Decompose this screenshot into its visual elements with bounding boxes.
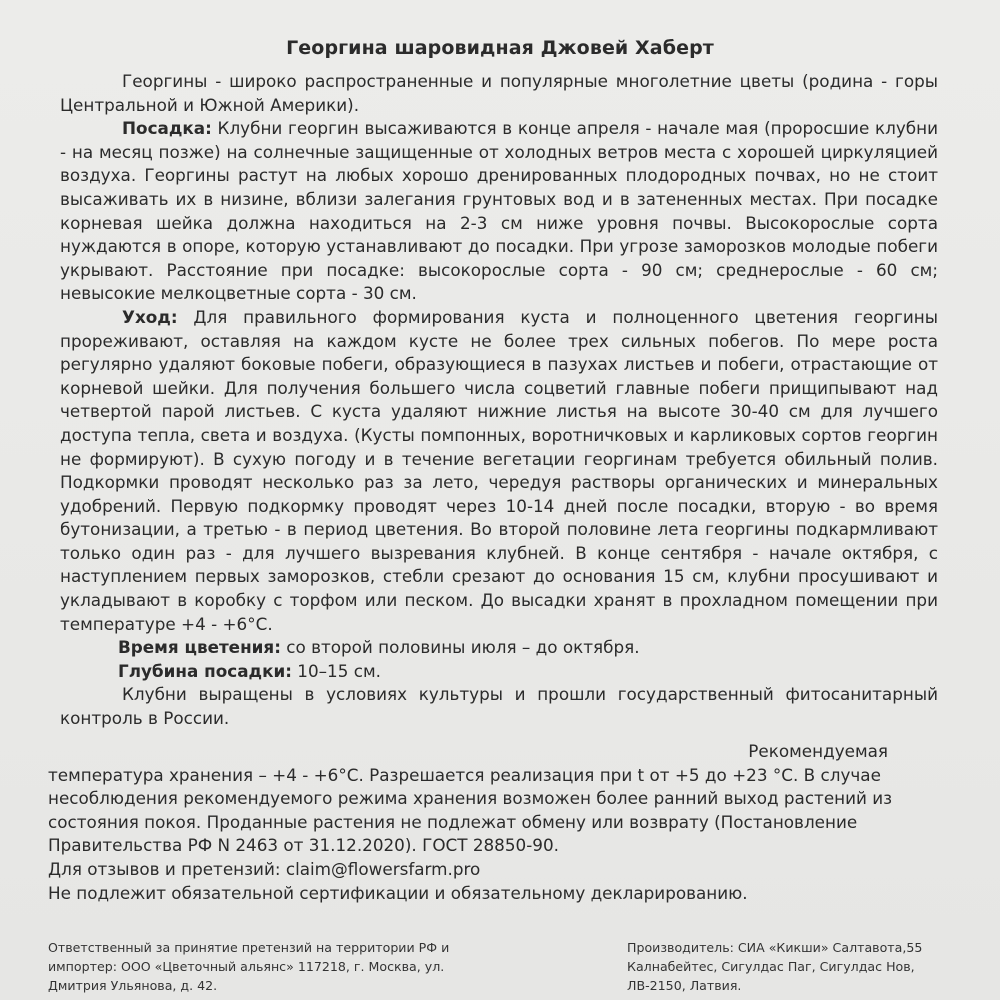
care-label: Уход: — [122, 306, 178, 327]
bloom-paragraph — [60, 636, 938, 660]
claims-line: Для отзывов и претензий: claim@flowersfarm.pro — [48, 858, 481, 879]
importer-info: Ответственный за принятие претензий на территории РФ и импортер: ООО «Цветочный альянс» 117218, г. Москва, ул. Дмитрия Ульянова, д. 42. — [48, 940, 450, 993]
bloom-label: Время цветения: — [118, 637, 281, 658]
certification-line: Не подлежит обязательной сертификации и обязательному декларированию. — [48, 882, 748, 903]
care-paragraph — [60, 306, 938, 636]
cultivation-paragraph: Клубни выращены в условиях культуры и прошли государственный фитосанитарный контроль в России. — [60, 684, 938, 729]
bloom-text: со второй половины июля – до октября. — [280, 637, 640, 658]
depth-text: 10–15 см. — [291, 660, 381, 681]
planting-paragraph — [60, 117, 938, 306]
manufacturer-info: Производитель: СИА «Кикши» Салтавота,55 Калнабейтес, Сигулдас Паг, Сигулдас Нов, ЛВ-2150, Латвия. — [627, 940, 923, 993]
main-text — [60, 70, 938, 731]
depth-paragraph — [60, 660, 938, 684]
intro-paragraph: Георгины - широко распространенные и популярные многолетние цветы (родина - горы Центральной и Южной Америки). — [60, 71, 938, 115]
planting-label: Посадка: — [122, 118, 212, 139]
document-title: Георгина шаровидная Джовей Хаберт — [286, 37, 714, 59]
planting-text: Клубни георгин высаживаются в конце апреля - начале мая (проросшие клубни - на месяц позже) на солнечные защищенные от холодных ветров места с хорошей циркуляцией воздуха. Георгины растут на любых хорошо дренированных плодородных почвах, но не стоит высаживать их в низине, вблизи залегания грунтовых вод и в затененных местах. При посадке корневая шейка должна находиться на 2-3 см ниже уровня почвы. Высокорослые сорта нуждаются в опоре, которую устанавливают до посадки. При угрозе заморозков молодые побеги укрывают. Расстояние при посадке: высокорослые сорта - 90 см; среднерослые - 60 см; невысокие мелкоцветные сорта - 30 см. — [60, 118, 938, 304]
storage-paragraph: температура хранения – +4 - +6°С. Разрешается реализация при t от +5 до +23 °С. В случае несоблюдения рекомендуемого режима хранения возможен более ранний выход растений из состояния покоя. Проданные растения не подлежат обмену или возврату (Постановление Правительства РФ N 2463 от 31.12.2020). ГОСТ 28850-90. — [48, 764, 893, 856]
storage-block — [48, 740, 938, 905]
storage-heading: Рекомендуемая — [748, 741, 888, 761]
care-text: Для правильного формирования куста и полноценного цветения георгины прореживают, оставляя на каждом кусте не более трех сильных побегов. По мере роста регулярно удаляют боковые побеги, образующиеся в пазухах листьев и побеги, отрастающие от корневой шейки. Для получения большего числа соцветий главные побеги прищипывают над четвертой парой листьев. С куста удаляют нижние листья на высоте 30-40 см для лучшего доступа тепла, света и воздуха. (Кусты помпонных, воротничковых и карликовых сортов георгин не формируют). В сухую погоду и в течение вегетации георгинам требуется обильный полив. Подкормки проводят несколько раз за лето, чередуя растворы органических и минеральных удобрений. Первую подкормку проводят через 10-14 дней после посадки, вторую - во время бутонизации, а третью - в период цветения. Во второй половине лета георгины подкармливают только один раз - для лучшего вызревания клубней. В конце сентября - начале октября, с наступлением первых заморозков, стебли срезают до основания 15 см, клубни просушивают и укладывают в коробку с торфом или песком. До высадки хранят в прохладном помещении при температуре +4 - +6°С. — [60, 306, 938, 634]
depth-label: Глубина посадки: — [118, 660, 292, 681]
